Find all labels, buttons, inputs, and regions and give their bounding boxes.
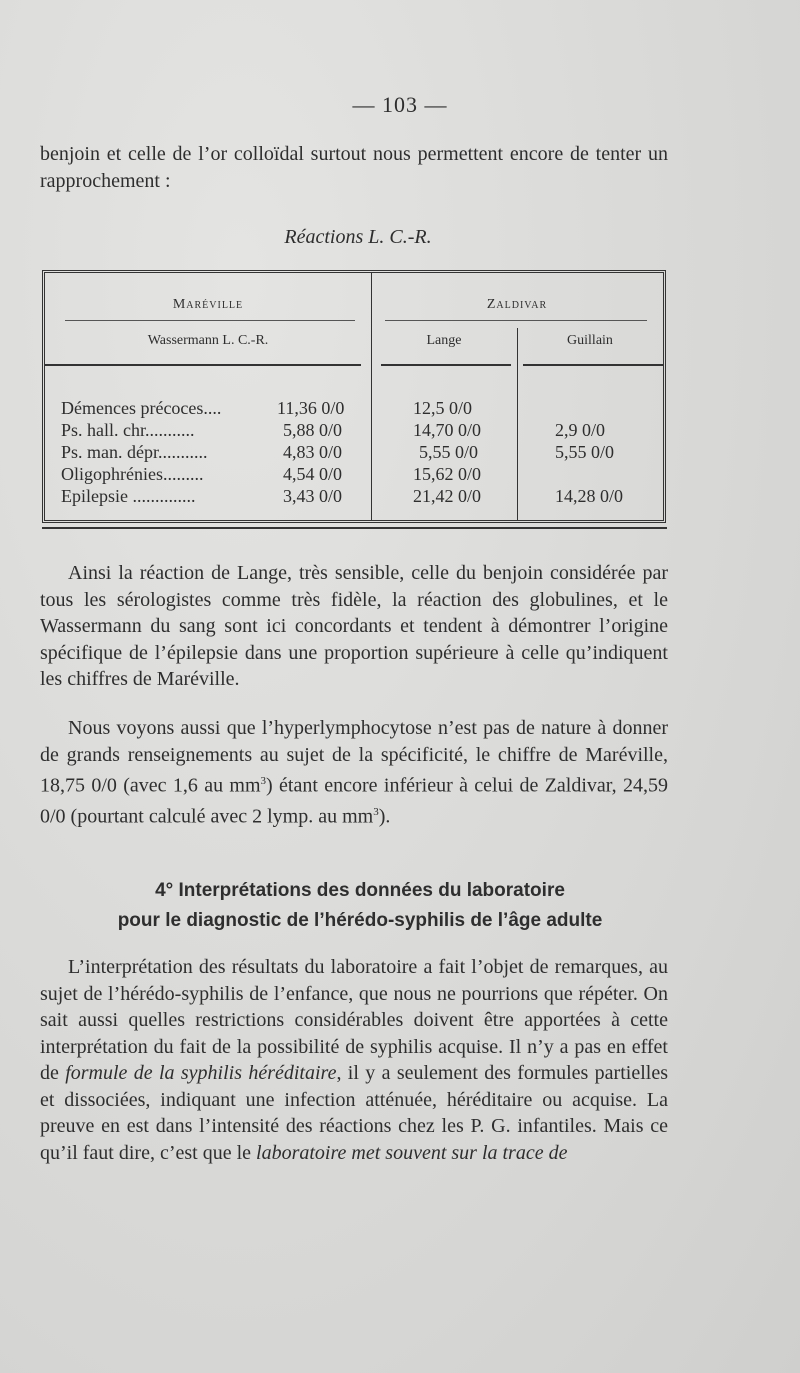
- header-guillain: Guillain: [567, 333, 613, 348]
- rule-header-guillain: [523, 364, 663, 366]
- header-wassermann: Wassermann L. C.-R.: [147, 333, 269, 348]
- section-heading-line1: 4° Interprétations des données du laboratoire: [155, 880, 565, 901]
- intro-text: benjoin et celle de l’or colloïdal surtout nous permettent encore de tenter un rapprochement :: [40, 143, 668, 192]
- paragraph-lange-text: Ainsi la réaction de Lange, très sensible, celle du benjoin considérée par tous les sérologistes comme très fidèle, la réaction des globulines, et le Wassermann du sang sont ici concordants et tendent à démontrer l’origine spécifique de l’épilepsie dans une proportion supérieure à celle qu’indiquent les chiffres de Maréville.: [40, 562, 668, 690]
- section-heading-line2: pour le diagnostic de l’hérédo-syphilis de l’âge adulte: [117, 910, 603, 931]
- row-label: Epilepsie ..............: [61, 486, 196, 506]
- rule-header-lange: [381, 364, 511, 366]
- header-lange: Lange: [426, 333, 462, 348]
- paragraph-interpretation-text: [40, 954, 668, 1166]
- divider-vertical-zaldivar: [517, 328, 518, 520]
- paragraph-hyperlymphocytose: [40, 715, 668, 830]
- paragraph-interpretation: [40, 954, 668, 1166]
- rule-under-mareville: [65, 320, 355, 321]
- rule-under-zaldivar: [385, 320, 647, 321]
- intro-paragraph: [40, 141, 668, 194]
- page-number: — 103 —: [352, 92, 448, 117]
- cell-wassermann: 3,43 0/0: [283, 486, 343, 506]
- table-bottom-rule: [42, 527, 667, 529]
- cell-wassermann: 4,54 0/0: [283, 464, 343, 484]
- text-run: Nous voyons aussi que l’hyperlymphocytose n’est pas de nature à donner de grands renseignements au sujet de la spécificité, le chiffre de Maréville, 18,75 0/0 (avec 1,6 au mm: [40, 717, 668, 797]
- superscript: 3: [260, 775, 267, 787]
- italic-term: formule de la syphilis héréditaire: [65, 1062, 337, 1084]
- cell-wassermann: 5,88 0/0: [283, 420, 343, 440]
- cell-guillain: 5,55 0/0: [555, 442, 615, 462]
- cell-lange: 21,42 0/0: [413, 486, 482, 506]
- text-run: ).: [378, 805, 391, 828]
- row-label: Ps. hall. chr...........: [61, 420, 195, 440]
- superscript: 3: [373, 806, 379, 819]
- header-mareville: Maréville: [172, 297, 244, 312]
- text-run: , il y a seulement des formules partielles et dissociées, indiquant une infection atténuée, héréditaire ou acquise. La preuve en est dans l’intensité des réactions chez les P. G. infantiles. Mais ce qu’il faut dire, c’est que le: [40, 1062, 668, 1164]
- cell-wassermann: 11,36 0/0: [277, 398, 345, 418]
- paragraph-hyperlymphocytose-text: [40, 715, 668, 830]
- cell-lange: 15,62 0/0: [413, 464, 482, 484]
- row-label: Oligophrénies.........: [61, 464, 204, 484]
- cell-guillain: 2,9 0/0: [555, 420, 606, 440]
- cell-lange: 12,5 0/0: [413, 398, 473, 418]
- paragraph-lange: [40, 560, 668, 693]
- cell-lange: 5,55 0/0: [419, 442, 479, 462]
- text-run: L’interprétation des résultats du laboratoire a fait l’objet de remarques, au sujet de l’hérédo-syphilis de l’enfance, que nous ne pourrions que répéter. On sait aussi quelles restrictions considérables doivent être apportées à cette interprétation du fait de la possibilité de syphilis acquise. Il n’y a pas en effet de: [40, 956, 668, 1084]
- table-caption: Réactions L. C.-R.: [284, 226, 432, 248]
- header-zaldivar: Zaldivar: [486, 297, 548, 312]
- text-run: ) étant encore inférieur à celui de Zaldivar, 24,59 0/0 (pourtant calculé avec 2 lymp. au mm: [40, 774, 668, 828]
- row-label: Démences précoces....: [61, 398, 222, 418]
- row-label: Ps. man. dépr...........: [61, 442, 208, 462]
- cell-wassermann: 4,83 0/0: [283, 442, 343, 462]
- italic-term: laboratoire met souvent sur la trace de: [256, 1141, 568, 1164]
- cell-lange: 14,70 0/0: [413, 420, 482, 440]
- results-table: [42, 270, 666, 523]
- rule-header-mareville: [45, 364, 361, 366]
- cell-guillain: 14,28 0/0: [555, 486, 624, 506]
